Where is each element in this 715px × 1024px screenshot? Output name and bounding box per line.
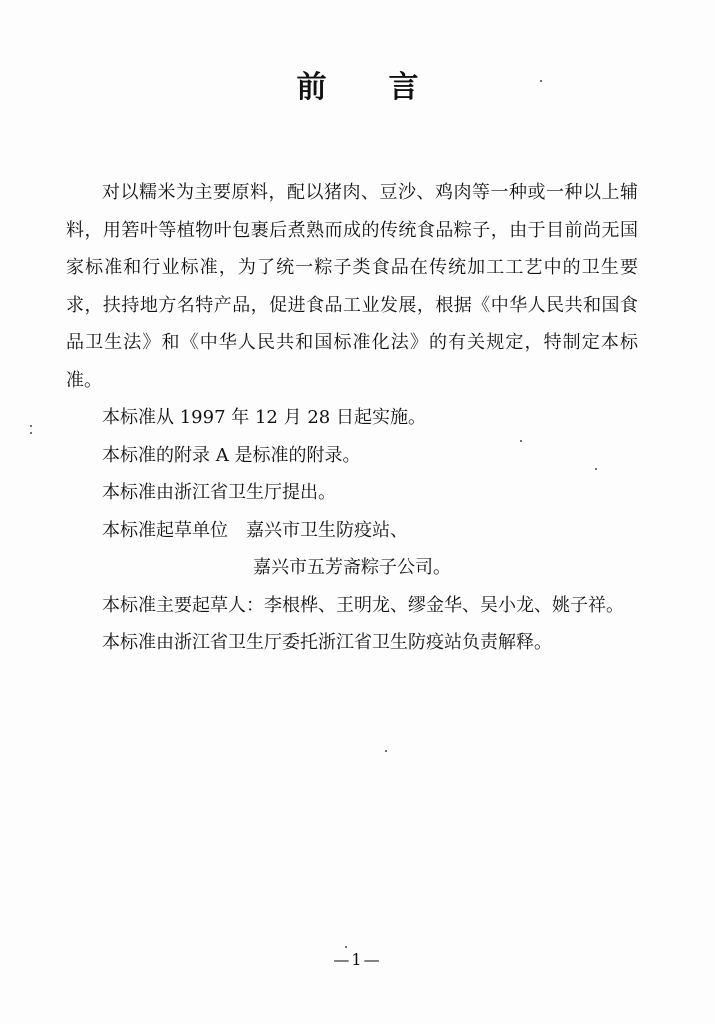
title-char-2: 言: [388, 70, 419, 105]
intro-paragraph: 对以糯米为主要原料，配以猪肉、豆沙、鸡肉等一种或一种以上辅料，用箬叶等植物叶包裹后煮熟而成的传统食品粽子，由于目前尚无国家标准和行业标准，为了统一粽子类食品在传统加工工艺中的卫生要求，扶持地方名特产品，促进食品工业发展，根据《中华人民共和国食品卫生法》和《中华人民共和国标准化法》的有关规定，特制定本标准。: [66, 182, 638, 391]
proposer-paragraph: 本标准由浙江省卫生厅提出。: [102, 482, 336, 503]
drafters-paragraph: 本标准主要起草人：李根桦、王明龙、缪金华、吴小龙、姚子祥。: [102, 594, 624, 616]
scan-speck: [30, 425, 32, 427]
scan-speck: [595, 468, 597, 470]
scan-speck: [520, 440, 522, 442]
interpretation-paragraph: 本标准由浙江省卫生厅委托浙江省卫生防疫站负责解释。: [102, 632, 552, 653]
document-body: [66, 174, 638, 662]
scan-speck: [385, 750, 387, 752]
page-number: —1—: [333, 950, 382, 969]
title-char-1: 前: [296, 70, 327, 105]
effective-date-paragraph: 本标准从 1997 年 12 月 28 日起实施。: [102, 407, 426, 428]
appendix-paragraph: 本标准的附录 A 是标准的附录。: [102, 444, 361, 466]
drafting-unit-second-line: 嘉兴市五芳斋粽子公司。: [253, 557, 451, 578]
scan-speck: [540, 80, 542, 82]
scan-speck: [30, 432, 32, 434]
drafting-unit-paragraph: 本标准起草单位 嘉兴市卫生防疫站、: [102, 519, 408, 541]
page-title: [0, 62, 715, 106]
scan-speck: [345, 946, 347, 948]
